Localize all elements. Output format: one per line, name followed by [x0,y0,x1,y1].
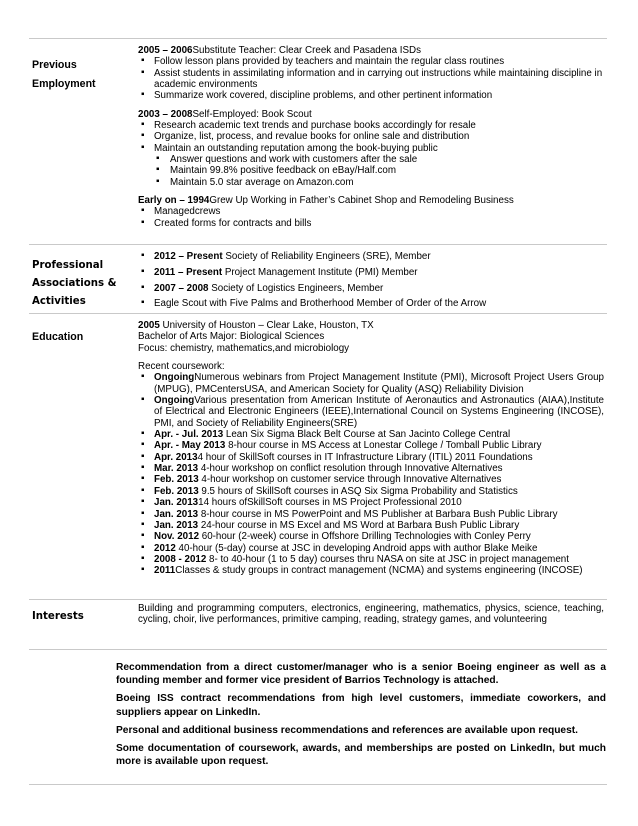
professional-section [138,249,604,312]
divider-recommendations [29,649,607,650]
course-item: ▪ 2011Classes & study groups in contract management (NCMA) and systems engineering (INCOSE) [138,565,604,576]
divider-bottom [29,784,607,785]
education-school: 2005 University of Houston – Clear Lake, Houston, TX [138,320,374,331]
course-item: ▪ Feb. 2013 9.5 hours of SkillSoft courses in ASQ Six Sigma Probability and Statistics [138,486,604,497]
label-previous-employment [32,58,96,92]
label-interests: Interests [32,611,84,622]
list-item: ▪ Research academic text trends and purchase books accordingly for resale [138,120,604,131]
course-item: ▪ Apr. - May 2013 8-hour course in MS Access at Lonestar College / Tomball Public Library [138,440,604,451]
label-previous: Previous [32,59,77,71]
course-item: ▪ Nov. 2012 60-hour (2-week) course in Offshore Drilling Technologies with Conley Perry [138,531,604,542]
course-item: ▪ OngoingVarious presentation from American Institute of Aeronautics and Astronautics (AIAA),Institute of Electrical and Electronic Engineers (IEEE),International Council on Systems Engineering (INCOSE), PMI, and Society of Reliability Engineers(SRE) [138,395,604,429]
divider-top [29,38,607,39]
list-item: ▪ Maintain an outstanding reputation among the book-buying public [138,143,604,154]
label-education: Education [32,331,84,343]
interests-text: Building and programming computers, electronics, engineering, mathematics, physics, science, teaching, cycling, choir, live performances, primitive camping, reading, strategy games, and volunteering [138,603,604,626]
label-professional-associations [32,258,117,310]
job-substitute-teacher-header: 2005 – 2006Substitute Teacher: Clear Creek and Pasadena ISDs [138,45,422,56]
course-item: ▪ Jan. 2013 24-hour course in MS Excel and MS Word at Barbara Bush Public Library [138,520,604,531]
employment-section [138,45,604,229]
label-professional: Professional [32,260,104,271]
recommendation-paragraph: Some documentation of coursework, awards, and memberships are posted on LinkedIn, but much more is available upon request. [116,743,606,768]
list-item: ▪ Assist students in assimilating information and in carrying out instructions while maintaining discipline in academic environments [138,68,604,91]
divider-interests [29,599,607,600]
course-item: ▪ Mar. 2013 4-hour workshop on conflict resolution through Innovative Alternatives [138,463,604,474]
job-book-scout-header: 2003 – 2008Self-Employed: Book Scout [138,108,312,120]
list-item: ▪ 2012 – Present Society of Reliability Engineers (SRE), Member [138,249,604,265]
list-item: ▪ Eagle Scout with Five Palms and Brotherhood Member of Order of the Arrow [138,296,604,312]
divider-professional [29,244,607,245]
list-item: ▪ Summarize work covered, discipline problems, and other pertinent information [138,90,604,101]
education-section [138,320,604,577]
course-item: ▪ 2008 - 2012 8- to 40-hour (1 to 5 day) courses thru NASA on site at JSC in project management [138,554,604,565]
course-item: ▪ Jan. 2013 8-hour course in MS PowerPoint and MS Publisher at Barbara Bush Public Library [138,509,604,520]
course-item: ▪ 2012 40-hour (5-day) course at JSC in developing Android apps with author Blake Meike [138,543,604,554]
recommendation-paragraph: Recommendation from a direct customer/manager who is a senior Boeing engineer as well as a founding member and former vice president of Barrios Technology is attached. [116,662,606,687]
label-employment: Employment [32,78,96,90]
recommendations-section [116,661,606,773]
course-item: ▪ Jan. 201314 hours ofSkillSoft courses in MS Project Professional 2010 [138,497,604,508]
sub-list-item: ▪ Maintain 5.0 star average on Amazon.com [138,177,604,188]
sub-list-item: ▪ Answer questions and work with customers after the sale [138,154,604,165]
course-item: ▪ OngoingNumerous webinars from Project Management Institute (PMI), Microsoft Project Users Group (MPUG), PMCentersUSA, and American Society for Quality (ASQ) Reliability Division [138,372,604,395]
list-item: ▪ 2011 – Present Project Management Institute (PMI) Member [138,265,604,281]
education-focus: Focus: chemistry, mathematics,and microbiology [138,342,350,354]
list-item: ▪ 2007 – 2008 Society of Logistics Engineers, Member [138,281,604,297]
recommendation-paragraph: Personal and additional business recommendations and references are available upon request. [116,724,578,736]
list-item: ▪ Created forms for contracts and bills [138,218,604,229]
list-item: ▪ Managedcrews [138,206,604,217]
coursework-heading: Recent coursework: [138,361,225,373]
sub-list-item: ▪ Maintain 99.8% positive feedback on eBay/Half.com [138,165,604,176]
course-item: ▪ Apr. 20134 hour of SkillSoft courses in IT Infrastructure Library (ITIL) 2011 Foundations [138,452,604,463]
job-cabinet-shop-header: Early on – 1994Grew Up Working in Father’s Cabinet Shop and Remodeling Business [138,195,514,207]
recommendation-paragraph: Boeing ISS contract recommendations from high level customers, immediate coworkers, and suppliers appear on LinkedIn. [116,693,606,718]
divider-education [29,313,607,314]
list-item: ▪ Follow lesson plans provided by teachers and maintain the regular class routines [138,56,604,67]
course-item: ▪ Apr. - Jul. 2013 Lean Six Sigma Black Belt Course at San Jacinto College Central [138,429,604,440]
label-associations: Associations & [32,278,117,289]
education-degree: Bachelor of Arts Major: Biological Sciences [138,331,325,343]
label-activities: Activities [32,296,86,307]
course-item: ▪ Feb. 2013 4-hour workshop on customer service through Innovative Alternatives [138,474,604,485]
list-item: ▪ Organize, list, process, and revalue books for online sale and distribution [138,131,604,142]
